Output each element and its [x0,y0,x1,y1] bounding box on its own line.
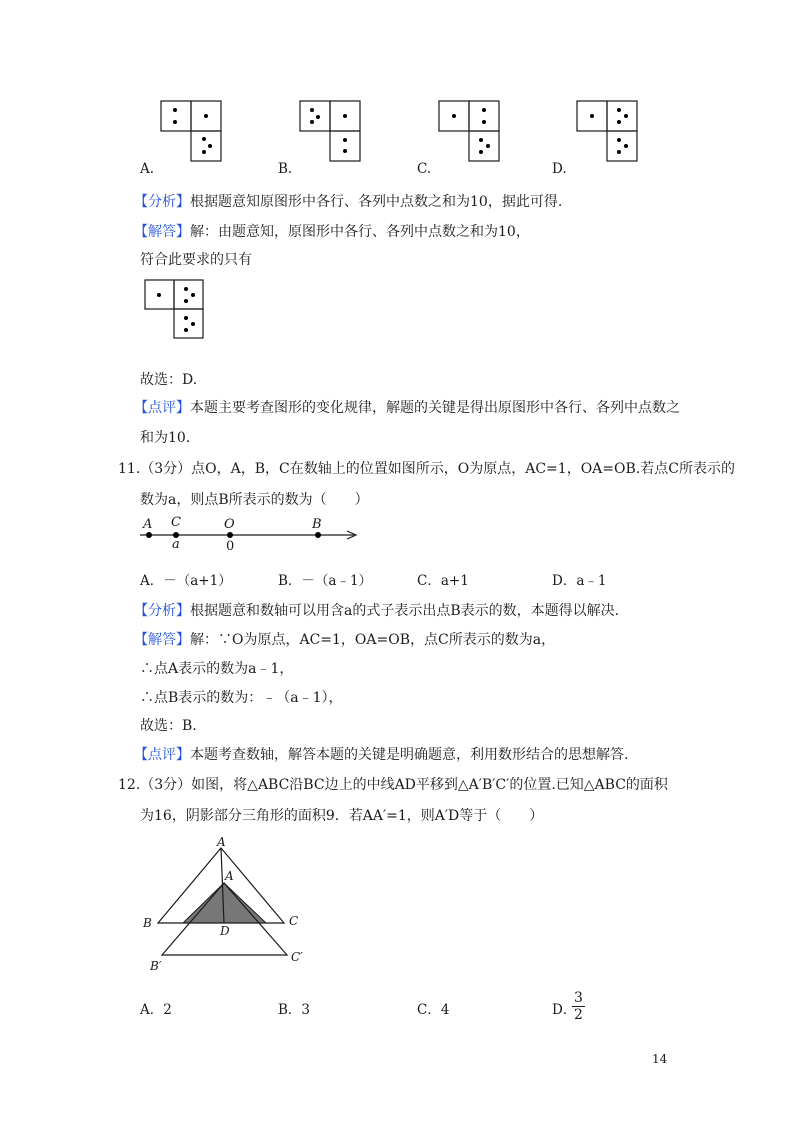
label-b-prime: B′ [150,959,162,973]
q11-option-c: C．a+1 [417,573,469,589]
comment-text: 本题考查数轴，解答本题的关键是明确题意，利用数形结合的思想解答. [190,747,629,763]
q11-choice: 故选：B. [140,718,197,734]
label-d: D [220,924,230,938]
analysis-text: 根据题意和数轴可以用含a的式子表示出点B表示的数，本题得以解决. [190,603,620,619]
numberline-label-c: C [171,515,181,530]
fraction-denominator: 2 [574,1007,583,1023]
q12-option-a: A．2 [140,1002,172,1018]
fraction-numerator: 3 [574,990,583,1006]
analysis-tag: 【分析】 [134,194,190,210]
q11-solution-line2: ∴点A表示的数为a﹣1， [140,661,294,677]
q12-option-d-fraction [572,990,585,1023]
label-c: C [289,914,299,928]
q11-option-d: D．a﹣1 [552,573,607,589]
q11-stem-line1: 11.（3分）点O，A，B，C在数轴上的位置如图所示，O为原点，AC=1，OA=OB.若点C所表示的 [118,461,735,477]
q10-option-a-label: A. [140,161,155,177]
q12-option-d: D． [552,1002,577,1018]
q11-solution-line3: ∴点B表示的数为：﹣（a﹣1）， [140,690,343,706]
numberline-label-a-var: a [172,537,180,552]
solution-text: 解：∵O为原点，AC=1，OA=OB，点C所表示的数为a， [190,632,556,648]
solution-text: 解：由题意知，原图形中各行、各列中点数之和为10， [190,224,530,240]
q12-stem-line2: 为16，阴影部分三角形的面积9．若AA′=1，则A′D等于（ ） [140,808,544,824]
label-c-prime: C′ [291,950,303,964]
label-a: A [217,835,226,849]
page-number: 14 [652,1052,668,1066]
q12-option-c: C．4 [417,1002,450,1018]
comment-tag: 【点评】 [134,400,190,416]
solution-tag: 【解答】 [134,632,190,648]
q12-stem-line1: 12.（3分）如图，将△ABC沿BC边上的中线AD平移到△A′B′C′的位置.已知△ABC的面积 [118,777,668,793]
q11-stem-line2: 数为a，则点B所表示的数为（ ） [140,492,369,508]
numberline-label-zero: 0 [226,539,235,554]
numberline-label-o: O [224,517,235,532]
q11-option-a: A．－（a+1） [140,573,232,589]
numberline-label-a: A [143,517,153,532]
label-b: B [143,916,152,930]
q11-option-b: B．－（a﹣1） [278,573,373,589]
q10-choice: 故选：D. [140,372,198,388]
q10-option-c-label: C. [417,161,432,177]
q12-option-b: B．3 [278,1002,311,1018]
comment-text: 本题主要考查图形的变化规律，解题的关键是得出原图形中各行、各列中点数之 [190,400,680,416]
q10-option-b-label: B. [278,161,293,177]
q10-comment-line2: 和为10. [140,430,191,446]
numberline-label-b: B [312,517,322,532]
comment-tag: 【点评】 [134,747,190,763]
solution-tag: 【解答】 [134,224,190,240]
q10-option-d-label: D. [552,161,567,177]
analysis-text: 根据题意知原图形中各行、各列中点数之和为10，据此可得. [190,194,563,210]
label-a-prime: A [225,869,234,883]
analysis-tag: 【分析】 [134,603,190,619]
q10-solution-line2: 符合此要求的只有 [140,252,252,268]
